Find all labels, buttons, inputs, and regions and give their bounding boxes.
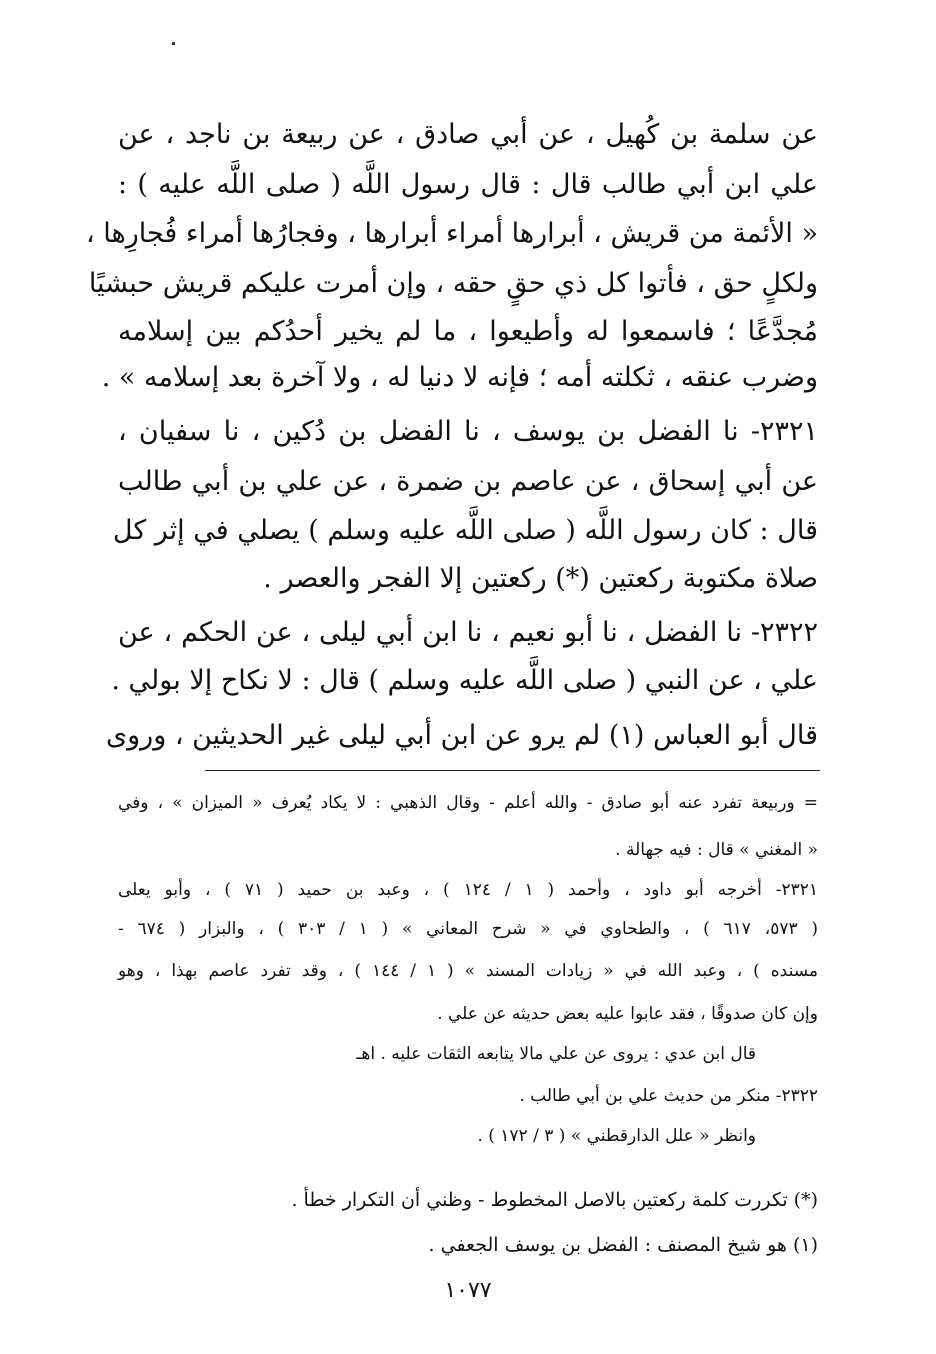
hadith-2322-heading: ٢٣٢٢- نا الفضل ، نا أبو نعيم ، نا ابن أبي ليلى ، عن الحكم ، عن [118,617,818,648]
editor-note-asterisk: (*) تكررت كلمة ركعتين بالاصل المخطوط - وظني أن التكرار خطأ . [291,1189,818,1211]
footnote-separator [205,770,820,771]
footnote-2322: ٢٣٢٢- منكر من حديث علي بن أبي طالب . [519,1086,818,1106]
footnote-line-1: = وربيعة تفرد عنه أبو صادق - والله أعلم - وقال الذهبي : لا يكاد يُعرف « الميزان » ، وفي [118,793,818,813]
main-line-9: قال : كان رسول اللَّه ( صلى اللَّه عليه وسلم ) يصلي في إثر كل [112,515,818,546]
footnote-2321: ٢٣٢١- أخرجه أبو داود ، وأحمد ( ١ / ١٢٤ ) ، وعبد بن حميد ( ٧١ ) ، وأبو يعلى [118,880,818,900]
hadith-2321-heading: ٢٣٢١- نا الفضل بن يوسف ، نا الفضل بن دُكين ، نا سفيان ، [118,416,818,447]
main-line-13: قال أبو العباس (١) لم يرو عن ابن أبي ليلى غير الحديثين ، وروى [105,720,818,751]
main-line-8: عن أبي إسحاق ، عن عاصم بن ضمرة ، عن علي بن أبي طالب [118,466,818,497]
main-line-1: عن سلمة بن كُهيل ، عن أبي صادق ، عن ربيعة بن ناجد ، عن [118,119,818,150]
main-line-12: علي ، عن النبي ( صلى اللَّه عليه وسلم ) قال : لا نكاح إلا بولي . [111,665,818,696]
footnote-line-2: « المغني » قال : فيه جهالة . [615,840,818,860]
footnote-line-5: مسنده ) ، وعبد الله في « زيادات المسند » ( ١ / ١٤٤ ) ، وقد تفرد عاصم بهذا ، وهو [118,961,818,981]
page-number: ١٠٧٧ [444,1278,492,1303]
footnote-line-7: قال ابن عدي : يروى عن علي مالا يتابعه الثقات عليه . اهـ [356,1044,756,1064]
main-line-4: ولكلٍ حق ، فأتوا كل ذي حقٍ حقه ، وإن أمرت عليكم قريش حبشيًا [88,268,818,299]
editor-note-1: (١) هو شيخ المصنف : الفضل بن يوسف الجعفي . [428,1234,818,1256]
main-line-3: « الأئمة من قريش ، أبرارها أمراء أبرارها ، وفجارُها أمراء فُجارِها ، [85,218,818,249]
main-line-5: مُجدَّعًا ؛ فاسمعوا له وأطيعوا ، ما لم يخير أحدُكم بين إسلامه [118,316,818,347]
footnote-line-6: وإن كان صدوقًا ، فقد عابوا عليه بعض حديثه عن علي . [437,1004,818,1024]
footnote-line-9: وانظر « علل الدارقطني » ( ٣ / ١٧٢ ) . [477,1126,756,1146]
footnote-line-4: ( ٥٧٣، ٦١٧ ) ، والطحاوي في « شرح المعاني » ( ١ / ٣٠٣ ) ، والبزار ( ٦٧٤ - [118,919,818,939]
scan-speck [172,42,175,45]
main-line-6: وضرب عنقه ، ثكلته أمه ؛ فإنه لا دنيا له ، ولا آخرة بعد إسلامه » . [101,362,818,393]
main-line-10: صلاة مكتوبة ركعتين (*) ركعتين إلا الفجر والعصر . [263,563,818,594]
main-line-2: علي ابن أبي طالب قال : قال رسول اللَّه ( صلى اللَّه عليه ) : [118,169,818,200]
